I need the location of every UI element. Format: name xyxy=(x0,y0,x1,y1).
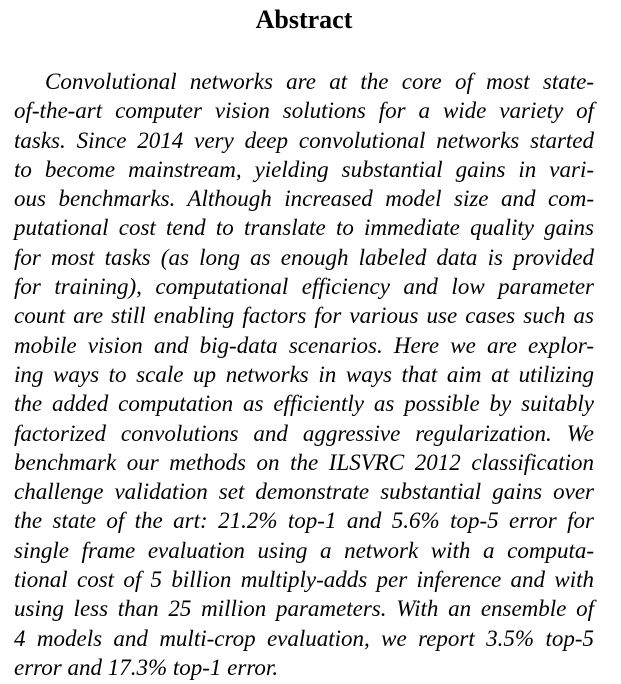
abstract-line: using less than 25 million parameters. With an ensemble of xyxy=(14,596,594,622)
abstract-line: mobile vision and big-data scenarios. Here we are explor- xyxy=(14,332,594,358)
abstract-body xyxy=(14,67,594,682)
abstract-line: count are still enabling factors for various use cases such as xyxy=(14,303,594,329)
abstract-line: for most tasks (as long as enough labeled data is provided xyxy=(14,244,594,270)
abstract-line: challenge validation set demonstrate substantial gains over xyxy=(14,479,594,505)
abstract-line: benchmark our methods on the ILSVRC 2012 classification xyxy=(14,449,594,475)
abstract-line: factorized convolutions and aggressive regularization. We xyxy=(14,420,594,446)
abstract-heading: Abstract xyxy=(255,5,353,34)
abstract-line: single frame evaluation using a network with a computa- xyxy=(14,537,594,563)
abstract-line: the added computation as efficiently as possible by suitably xyxy=(14,391,594,417)
abstract-line: for training), computational efficiency and low parameter xyxy=(14,274,594,300)
abstract-line: ous benchmarks. Although increased model size and com- xyxy=(14,186,594,212)
abstract-line: error and 17.3% top-1 error. xyxy=(14,654,279,680)
abstract-line: the state of the art: 21.2% top-1 and 5.6% top-5 error for xyxy=(14,508,594,534)
abstract-line: tasks. Since 2014 very deep convolutional networks started xyxy=(14,127,594,153)
abstract-line: 4 models and multi-crop evaluation, we report 3.5% top-5 xyxy=(14,625,594,651)
abstract-line: to become mainstream, yielding substantial gains in vari- xyxy=(14,156,594,182)
abstract-line: ing ways to scale up networks in ways that aim at utilizing xyxy=(14,361,594,387)
abstract-line: Convolutional networks are at the core of most state- xyxy=(45,69,594,94)
abstract-line: of-the-art computer vision solutions for a wide variety of xyxy=(14,98,594,124)
abstract-line: tional cost of 5 billion multiply-adds per inference and with xyxy=(14,567,594,593)
abstract-line: putational cost tend to translate to immediate quality gains xyxy=(14,215,594,241)
